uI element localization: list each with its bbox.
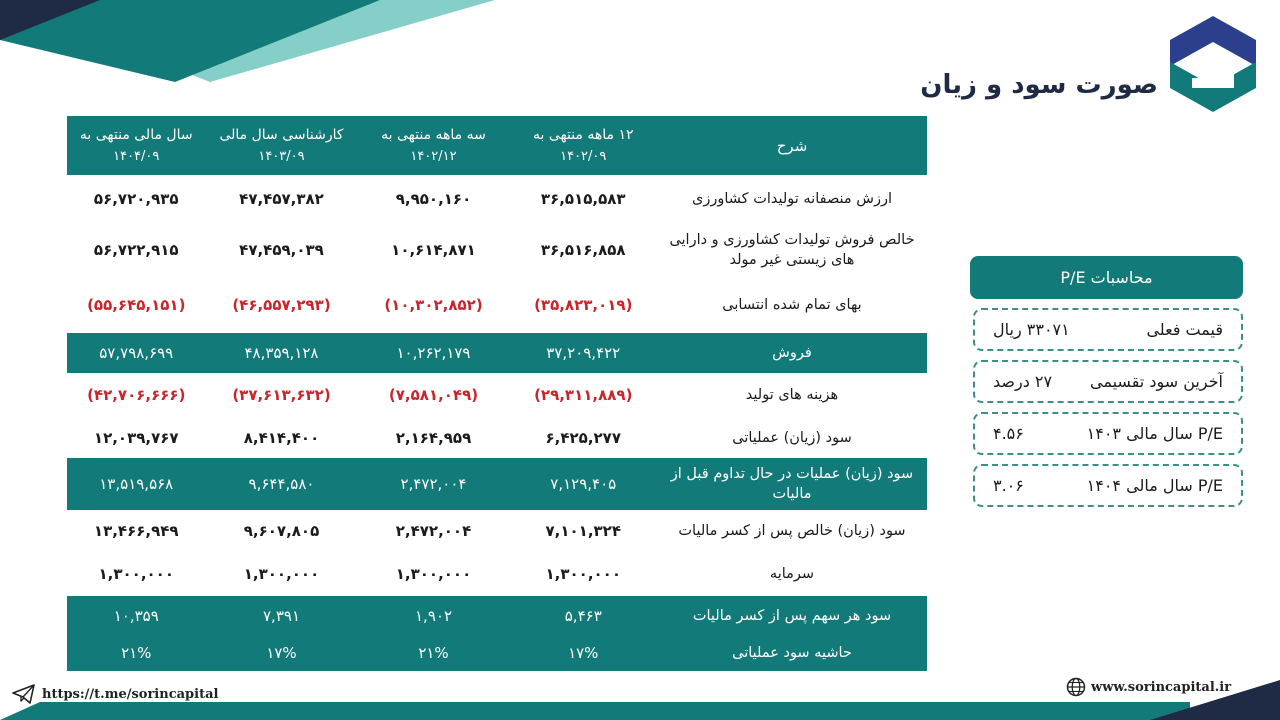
cell-value: ۱۷% <box>568 644 599 662</box>
row-label: هزینه های تولید <box>745 387 839 403</box>
header-column-title: کارشناسی سال مالی <box>219 126 344 143</box>
cell-value: ۱,۳۰۰,۰۰۰ <box>395 565 472 583</box>
table-header-row <box>67 116 927 175</box>
cell-value: ۳۶,۵۱۶,۸۵۸ <box>540 241 626 259</box>
row-label: بهای تمام شده انتسابی <box>722 297 862 313</box>
cell-value: ۳۷,۲۰۹,۴۲۲ <box>546 344 621 362</box>
header-column-date: ۱۴۰۲/۰۹ <box>560 148 607 164</box>
pe-item-value: ۴.۵۶ <box>993 424 1024 443</box>
table-row <box>67 277 927 333</box>
cell-value: ۱۳,۴۶۶,۹۴۹ <box>93 522 179 540</box>
cell-value: ۲,۴۷۲,۰۰۴ <box>395 522 472 540</box>
cell-value: ۷,۱۰۱,۳۲۴ <box>545 522 621 540</box>
pe-item-label: قیمت فعلی <box>1146 320 1223 339</box>
cell-value: (۲۹,۳۱۱,۸۸۹) <box>534 386 633 404</box>
cell-value: (۱۰,۳۰۲,۸۵۲) <box>384 296 483 314</box>
cell-value: ۱۰,۶۱۴,۸۷۱ <box>391 241 476 259</box>
pe-item-label: آخرین سود تقسیمی <box>1090 372 1223 391</box>
page-title: صورت سود و زیان <box>920 70 1158 100</box>
pe-panel <box>970 256 1243 507</box>
table-row <box>67 458 927 510</box>
cell-value: ۵۶,۷۲۲,۹۱۵ <box>93 241 179 259</box>
telegram-link[interactable] <box>12 684 218 704</box>
cell-value: ۹,۹۵۰,۱۶۰ <box>395 190 472 208</box>
cell-value: ۱۰,۲۶۲,۱۷۹ <box>396 344 471 362</box>
row-label: سرمایه <box>769 566 815 582</box>
header-column <box>358 116 510 175</box>
row-label: سود (زیان) عملیات در حال تداوم قبل از مالیات <box>670 466 914 502</box>
website-link[interactable] <box>1066 677 1231 697</box>
cell-value: ۳۶,۵۱۵,۵۸۳ <box>540 190 626 208</box>
cell-value: ۵,۴۶۳ <box>564 606 602 625</box>
header-column <box>206 116 358 175</box>
pe-panel-title: محاسبات P/E <box>970 256 1243 299</box>
table-row <box>67 223 927 277</box>
header-column <box>510 116 658 175</box>
pe-item-current-price <box>973 308 1243 351</box>
cell-value: ۹,۶۴۴,۵۸۰ <box>248 475 315 493</box>
pe-item-value: ۳.۰۶ <box>993 476 1024 495</box>
pe-item-value: ۲۷ درصد <box>993 372 1053 391</box>
top-decoration <box>0 0 500 90</box>
row-label: ارزش منصفانه تولیدات کشاورزی <box>691 191 893 207</box>
profit-loss-table <box>67 116 927 671</box>
cell-value: ۲۱% <box>121 644 152 662</box>
cell-value: ۱۳,۵۱۹,۵۶۸ <box>99 475 174 493</box>
cell-value: ۱۰,۳۵۹ <box>113 606 159 625</box>
header-column <box>67 116 206 175</box>
row-label: حاشیه سود عملیاتی <box>732 645 852 661</box>
table-row <box>67 510 927 552</box>
row-label: سود (زیان) عملیاتی <box>732 429 852 446</box>
cell-value: ۶,۴۲۵,۲۷۷ <box>545 428 621 447</box>
globe-icon <box>1066 677 1086 697</box>
cell-value: ۱,۳۰۰,۰۰۰ <box>98 565 174 583</box>
table-row <box>67 635 927 671</box>
pe-item-label: P/E سال مالی ۱۴۰۳ <box>1086 424 1223 443</box>
cell-value: ۴۷,۴۵۷,۳۸۲ <box>239 190 324 208</box>
row-label: سود هر سهم پس از کسر مالیات <box>692 607 892 624</box>
cell-value: ۵۶,۷۲۰,۹۳۵ <box>93 190 179 208</box>
pe-item-pe-1404 <box>973 464 1243 507</box>
header-column-date: ۱۴۰۳/۰۹ <box>258 148 305 164</box>
table-row <box>67 373 927 417</box>
header-description: شرح <box>776 136 808 155</box>
pe-item-last-dividend <box>973 360 1243 403</box>
header-column-date: ۱۴۰۲/۱۲ <box>410 148 457 164</box>
cell-value: ۱۲,۰۳۹,۷۶۷ <box>93 428 179 447</box>
cell-value: (۴۲,۷۰۶,۶۶۶) <box>87 386 186 404</box>
cell-value: ۲۱% <box>418 644 449 662</box>
pe-item-pe-1403 <box>973 412 1243 455</box>
header-column-title: سه ماهه منتهی به <box>381 126 486 143</box>
header-column-title: ۱۲ ماهه منتهی به <box>532 126 634 143</box>
header-column-date: ۱۴۰۴/۰۹ <box>113 148 160 164</box>
cell-value: ۱,۹۰۲ <box>415 606 452 625</box>
row-label: خالص فروش تولیدات کشاورزی و دارایی های زیستی غیر مولد <box>669 232 915 268</box>
cell-value: ۲,۱۶۴,۹۵۹ <box>395 428 472 447</box>
cell-value: (۳۵,۸۲۳,۰۱۹) <box>534 296 633 314</box>
table-row <box>67 596 927 635</box>
cell-value: ۷,۳۹۱ <box>263 606 300 625</box>
cell-value: ۸,۴۱۴,۴۰۰ <box>243 428 320 447</box>
cell-value: ۱,۳۰۰,۰۰۰ <box>545 565 621 583</box>
pe-item-label: P/E سال مالی ۱۴۰۴ <box>1086 476 1223 495</box>
pe-item-value: ۳۳۰۷۱ ریال <box>993 320 1070 339</box>
table-row <box>67 417 927 458</box>
row-label: فروش <box>772 345 812 361</box>
website-url[interactable]: www.sorincapital.ir <box>1091 679 1232 695</box>
cell-value: ۹,۶۰۷,۸۰۵ <box>243 522 320 540</box>
cell-value: ۴۸,۳۵۹,۱۲۸ <box>244 344 319 362</box>
cell-value: ۱۷% <box>266 644 297 662</box>
header-column-title: سال مالی منتهی به <box>79 126 193 143</box>
table-row <box>67 175 927 223</box>
cell-value: ۱,۳۰۰,۰۰۰ <box>243 565 320 583</box>
logo-icon <box>1170 16 1256 112</box>
cell-value: (۳۷,۶۱۳,۶۳۲) <box>232 386 331 404</box>
telegram-icon <box>12 684 36 704</box>
cell-value: ۵۷,۷۹۸,۶۹۹ <box>99 344 174 362</box>
table-row <box>67 333 927 373</box>
row-label: سود (زیان) خالص پس از کسر مالیات <box>678 523 906 539</box>
cell-value: (۷,۵۸۱,۰۴۹) <box>388 386 479 404</box>
cell-value: (۴۶,۵۵۷,۲۹۳) <box>232 296 331 314</box>
cell-value: ۲,۴۷۲,۰۰۴ <box>400 475 467 493</box>
cell-value: ۷,۱۲۹,۴۰۵ <box>550 475 617 493</box>
table-row <box>67 552 927 596</box>
cell-value: ۴۷,۴۵۹,۰۳۹ <box>239 241 324 259</box>
telegram-url[interactable]: https://t.me/sorincapital <box>42 686 219 702</box>
cell-value: (۵۵,۶۴۵,۱۵۱) <box>87 296 186 314</box>
